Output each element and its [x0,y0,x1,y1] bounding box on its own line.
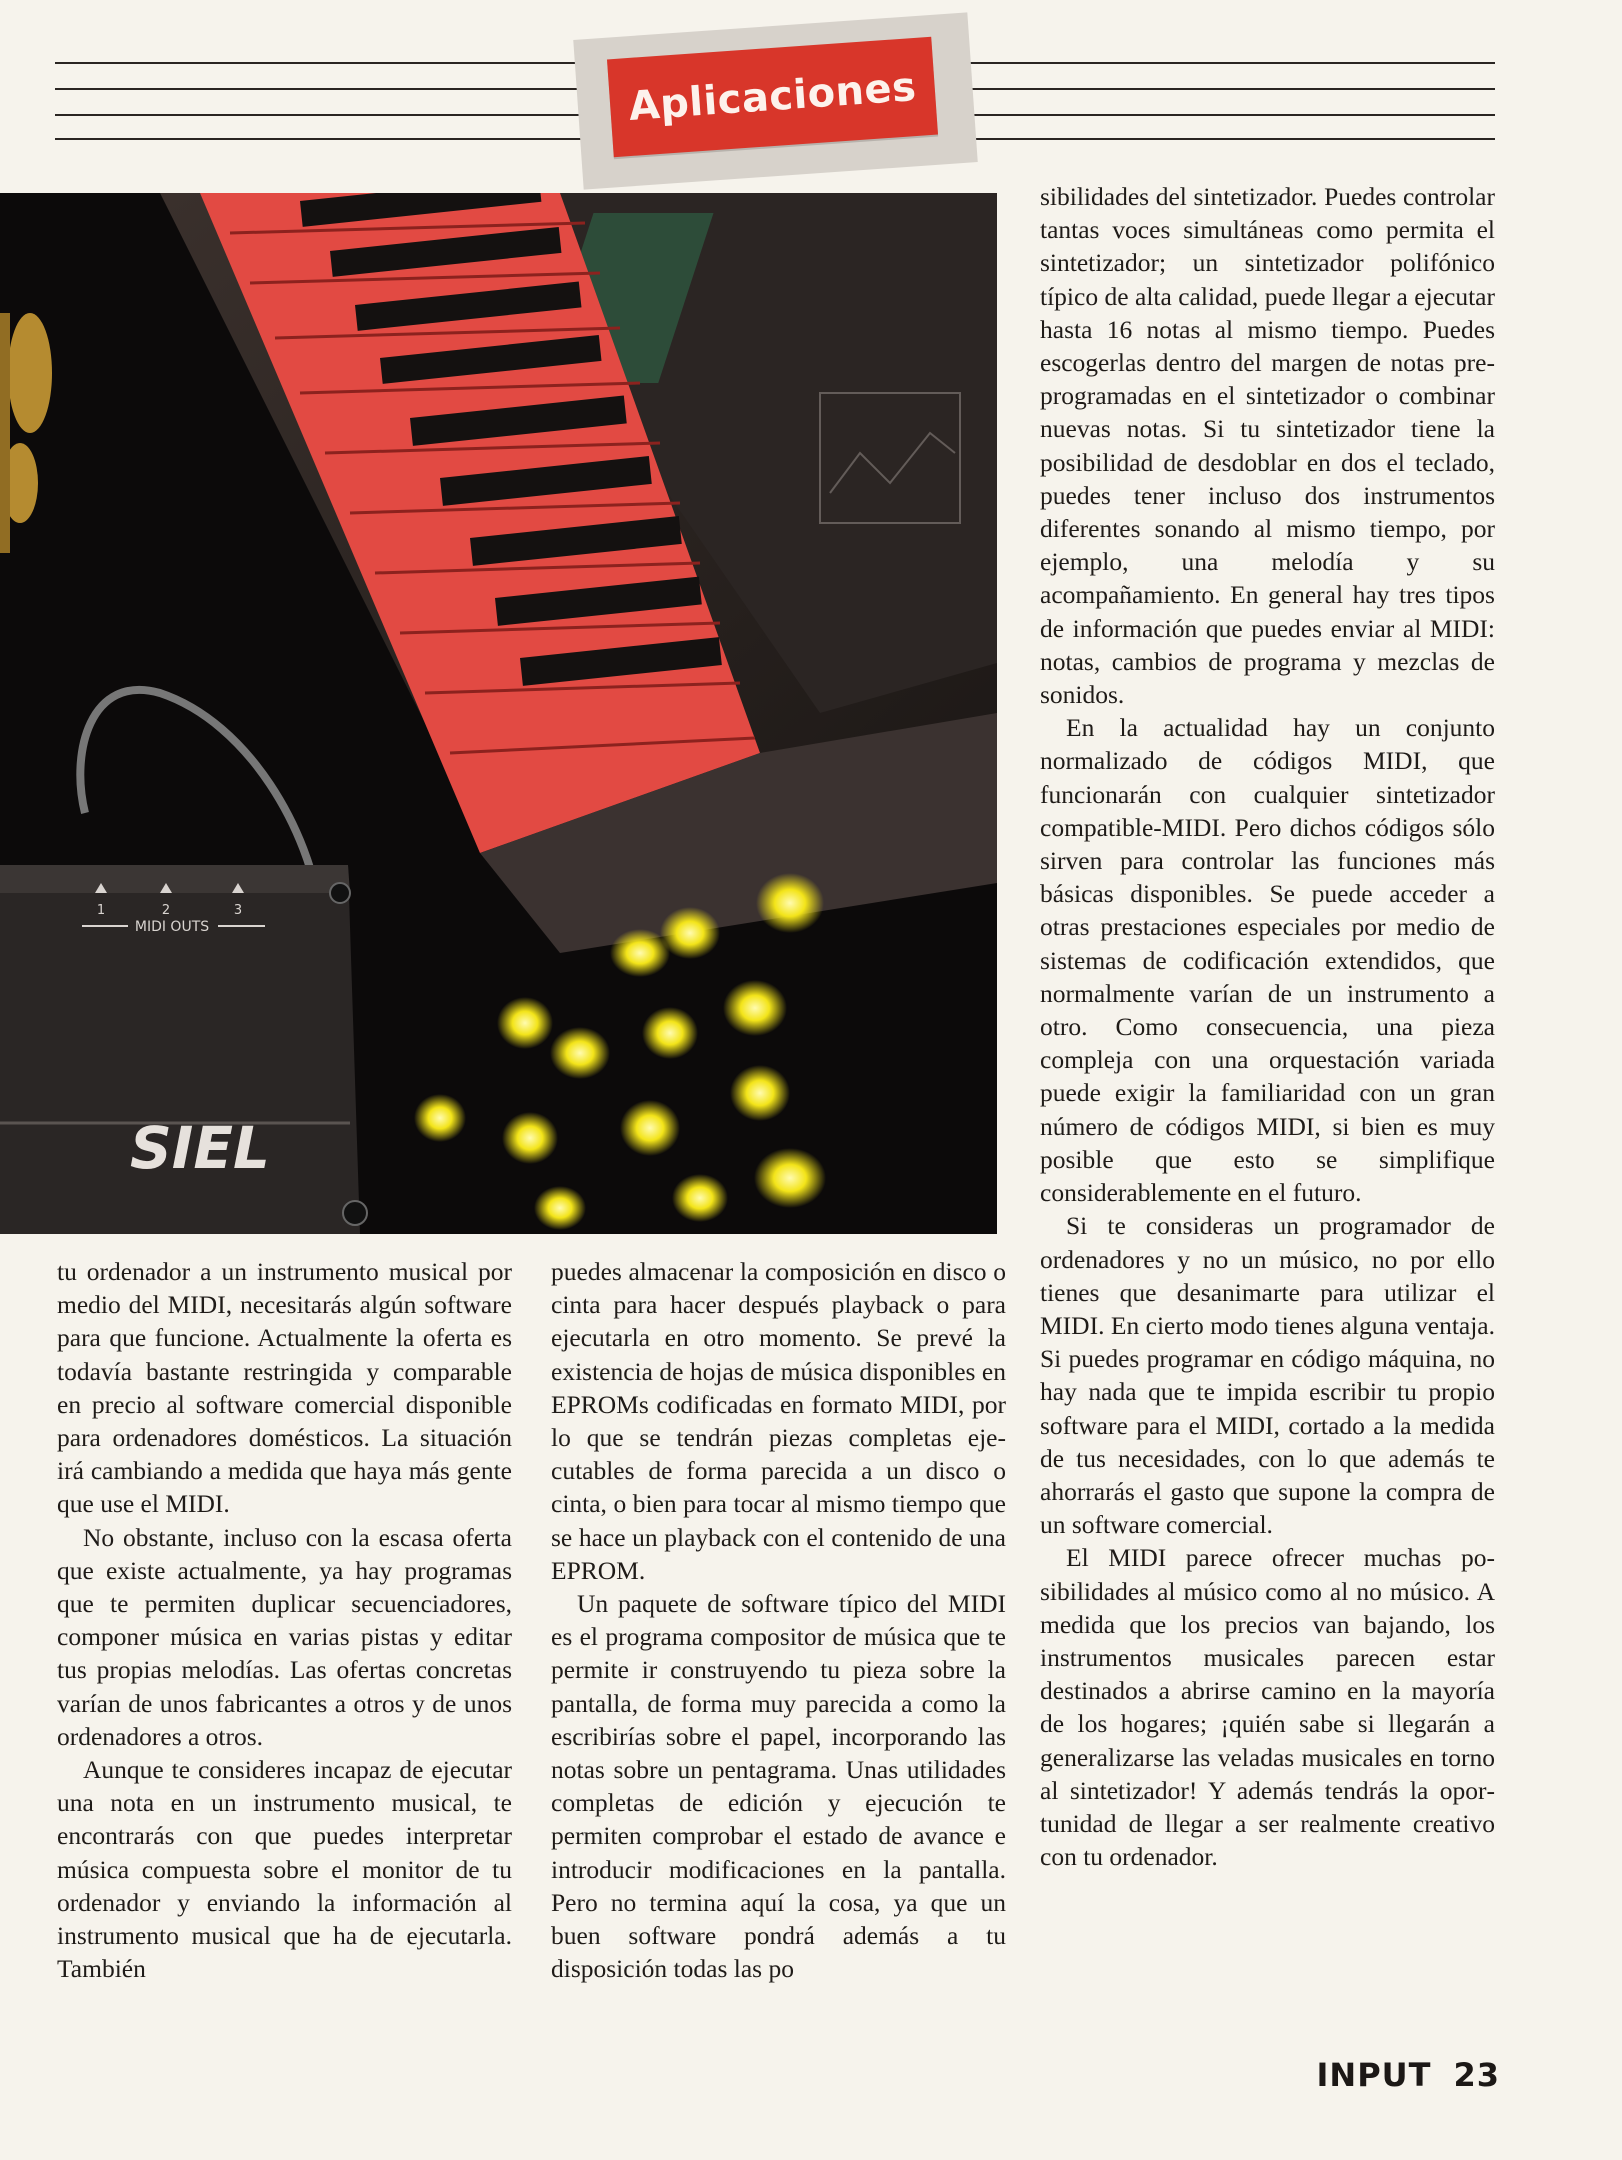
midi-outs-label: MIDI OUTS [134,919,210,935]
paragraph: Si te consideras un programador de ordenadores y no un músico, no por ello tienes que desanimarte para utilizar el MIDI. En cierto modo tienes alguna ventaja. Si puedes programar en código máquina, no hay nada que te impida escribir tu propio software para el MIDI, cortado a la medida de tus necesidades, con lo que además te ahorrarás el gasto que supone la compra de un software comercial. [1040,1211,1495,1540]
paragraph: Un paquete de software típico del MIDI es el programa compositor de música que te permite ir construyendo tu pieza sobre la pantalla, de forma muy parecida a como la escribirías sobre el papel, incorporando las notas sobre un pentagrama. Unas utilidades completas de edición y ejecución te permiten comprobar el estado de avance e introducir modificaciones en la pantalla. Pero no termina aquí la cosa, ya que un buen software pondrá además a tu disposición todas las po [551,1589,1006,1984]
paragraph: sibilidades del sintetizador. Puedes controlar tantas voces simultáneas como permita el sintetizador; un sintetizador polifónico típico de alta calidad, puede llegar a ejecutar hasta 16 notas al mismo tiempo. Puedes escogerlas dentro del margen de notas preprogramadas en el sintetizador o combinar nuevas notas. Si tu sintetizador tiene la posibilidad de desdoblar en dos el teclado, puedes tener incluso dos instrumentos diferentes sonando al mismo tiempo, por ejemplo, una melodía y su acompañamiento. En general hay tres tipos de información que puedes enviar al MIDI: notas, cambios de programa y mezclas de sonidos. [1040,182,1495,710]
paragraph: En la actualidad hay un conjunto normalizado de códigos MIDI, que funcionarán con cualquier sintetizador compatible-MIDI. Pero dichos códigos sólo sirven para controlar las funciones más básicas disponibles. Se puede acceder a otras prestaciones especiales por medio de sistemas de codificación extendidos, que normalmente varían de un instrumento a otro. Como consecuencia, una pieza compleja con una orquestación variada puede exigir la familiaridad con un gran número de códigos MIDI, si bien es muy posible que esto se simplifique considerablemente en el futuro. [1040,713,1495,1208]
paragraph: tu ordenador a un instrumento musical por medio del MIDI, necesitarás algún software para que funcione. Actualmente la oferta es todavía bastante restringida y comparable en precio al software comercial disponible para ordenadores domésticos. La situación irá cambiando a medida que haya más gente que use el MIDI. [57,1257,512,1519]
article-column-right [1040,180,1495,1873]
midi-port-2: 2 [161,903,171,918]
midi-interface-box [0,865,367,1234]
paragraph: puedes almacenar la composición en disco o cinta para hacer después playback o para ejecutarla en otro momento. Se prevé la existencia de hojas de música disponibles en EPROMs codificadas en formato MIDI, por lo que se tendrán piezas completas ejecutables de forma parecida a un disco o cinta, o bien para tocar al mismo tiempo que se hace un playback con el contenido de una EPROM. [551,1257,1006,1585]
paragraph: El MIDI parece ofrecer muchas posibilidades al músico como al no músico. A medida que los precios van bajando, los instrumentos musicales parecen estar destinados a abrirse camino en la mayoría de los hogares; ¡quién sabe si llegarán a generalizarse las veladas musicales en torno al sintetizador! Y además tendrás la oportunidad de llegar a ser realmente creativo con tu ordenador. [1040,1543,1495,1872]
article-column-middle [551,1255,1006,1985]
paragraph: Aunque te consideres incapaz de ejecutar una nota en un instrumento musical, te encontrarás con que puedes interpretar música compuesta sobre el monitor de tu ordenador y enviando la información al instrumento musical que ha de ejecutarla. También [57,1755,512,1984]
siel-logo: SIEL [130,1114,270,1182]
section-badge: Aplicaciones [607,37,938,157]
midi-port-3: 3 [233,903,243,918]
page-footer [1317,2056,1500,2094]
paragraph: No obstante, incluso con la escasa oferta que existe actualmente, ya hay programas que te permiten duplicar secuenciadores, componer música en varias pistas y editar tus propias melodías. Las ofertas concretas varían de unos fabricantes a otros y de unos ordenadores a otros. [57,1522,512,1751]
synthesizer-photo [0,193,997,1234]
page-number: 23 [1453,2056,1500,2094]
magazine-name: INPUT [1316,2056,1432,2094]
article-column-left [57,1255,512,1985]
midi-port-1: 1 [96,903,106,918]
